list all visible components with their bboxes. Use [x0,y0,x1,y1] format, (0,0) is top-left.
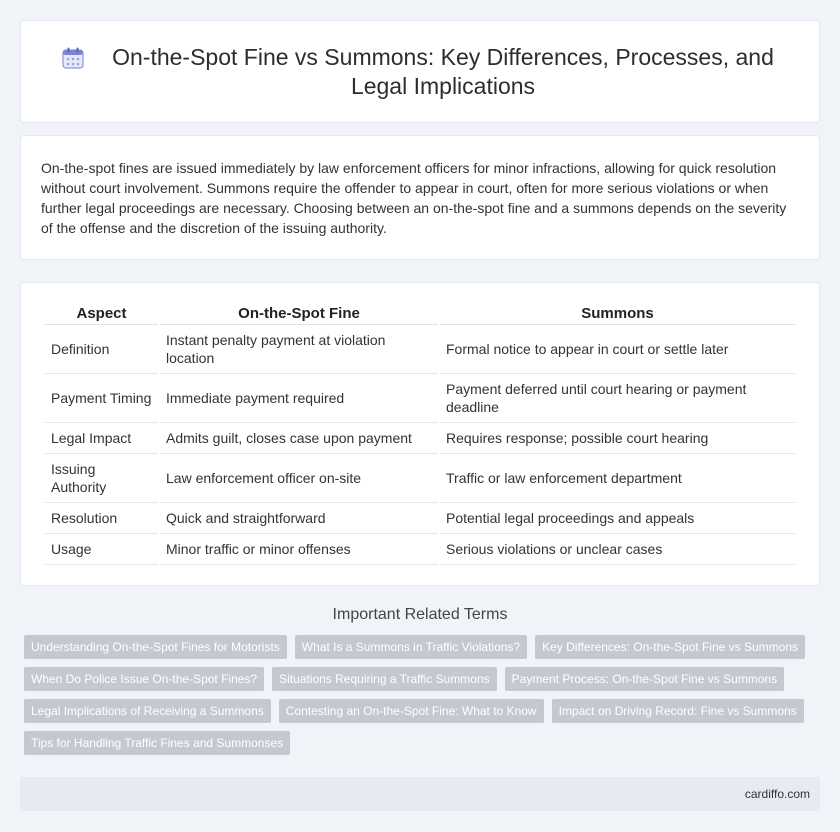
related-terms-tags [20,635,820,763]
page-title: On-the-Spot Fine vs Summons: Key Differences, Processes, and Legal Implications [112,43,774,99]
table-cell-fine: Admits guilt, closes case upon payment [160,423,438,454]
intro-card [20,135,820,260]
table-cell-summons: Traffic or law enforcement department [440,454,795,503]
table-header-fine: On-the-Spot Fine [160,301,438,325]
related-terms-title: Important Related Terms [332,606,508,623]
table-cell-summons: Requires response; possible court hearing [440,423,795,454]
table-row [45,534,795,565]
table-header-aspect: Aspect [45,301,158,325]
table-cell-fine: Quick and straightforward [160,503,438,534]
related-term-link[interactable]: Key Differences: On-the-Spot Fine vs Summons [535,635,805,659]
related-term-link[interactable]: Understanding On-the-Spot Fines for Motorists [24,635,287,659]
table-cell-aspect: Issuing Authority [45,454,158,503]
table-cell-aspect: Payment Timing [45,374,158,423]
table-row [45,423,795,454]
table-cell-fine: Law enforcement officer on-site [160,454,438,503]
related-term-link[interactable]: Tips for Handling Traffic Fines and Summonses [24,731,290,755]
table-row [45,325,795,374]
table-header-row [45,301,795,325]
table-cell-fine: Minor traffic or minor offenses [160,534,438,565]
table-cell-fine: Immediate payment required [160,374,438,423]
table-cell-aspect: Legal Impact [45,423,158,454]
table-cell-fine: Instant penalty payment at violation location [160,325,438,374]
header-card [20,20,820,123]
comparison-table [43,301,797,565]
table-cell-aspect: Definition [45,325,158,374]
related-term-link[interactable]: Contesting an On-the-Spot Fine: What to Know [279,699,544,723]
table-cell-aspect: Usage [45,534,158,565]
intro-text: On-the-spot fines are issued immediately by law enforcement officers for minor infractions, allowing for quick resolution without court involvement. Summons require the offender to appear in court, often for more serious violations or when further legal proceedings are necessary. Choosing between an on-the-spot fine and a summons depends on the severity of the offense and the discretion of the issuing authority. [41,160,787,236]
table-header-summons: Summons [440,301,795,325]
table-row [45,374,795,423]
footer [20,777,820,811]
table-cell-summons: Serious violations or unclear cases [440,534,795,565]
related-term-link[interactable]: Impact on Driving Record: Fine vs Summons [552,699,804,723]
related-term-link[interactable]: When Do Police Issue On-the-Spot Fines? [24,667,264,691]
table-row [45,503,795,534]
related-term-link[interactable]: What Is a Summons in Traffic Violations? [295,635,527,659]
comparison-table-card [20,282,820,586]
related-term-link[interactable]: Payment Process: On-the-Spot Fine vs Summons [505,667,784,691]
table-cell-summons: Potential legal proceedings and appeals [440,503,795,534]
footer-site-link[interactable]: cardiffo.com [744,787,810,801]
calendar-icon [61,46,85,70]
table-cell-summons: Payment deferred until court hearing or payment deadline [440,374,795,423]
table-row [45,454,795,503]
related-terms-section [20,606,820,763]
table-cell-summons: Formal notice to appear in court or settle later [440,325,795,374]
table-cell-aspect: Resolution [45,503,158,534]
related-term-link[interactable]: Situations Requiring a Traffic Summons [272,667,497,691]
related-term-link[interactable]: Legal Implications of Receiving a Summons [24,699,271,723]
